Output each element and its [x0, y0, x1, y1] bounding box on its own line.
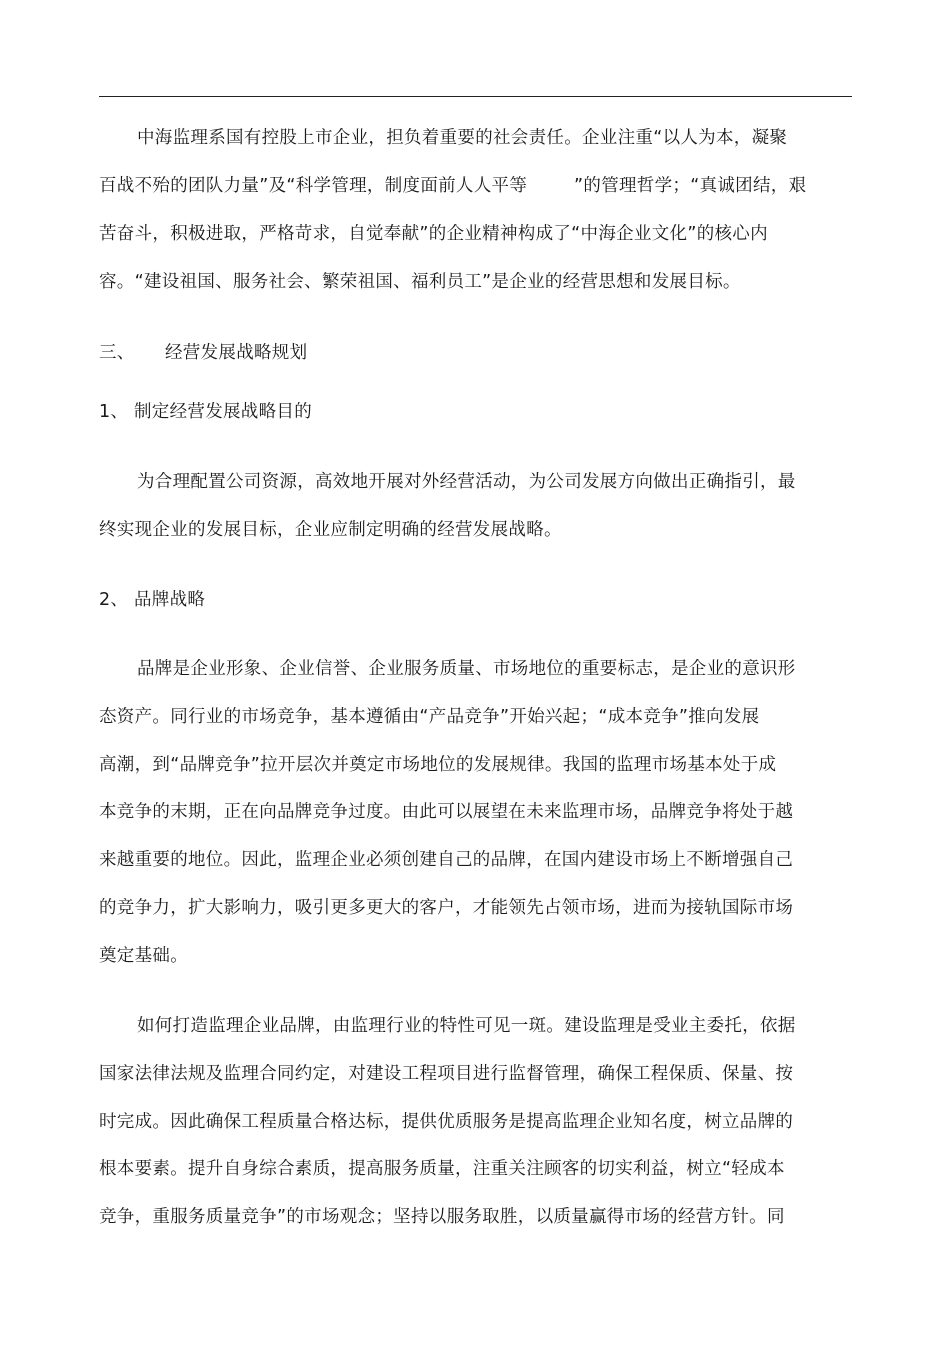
- text-line: 时完成。因此确保工程质量合格达标，提供优质服务是提高监理企业知名度，树立品牌的: [99, 1112, 794, 1132]
- subheading-number: 2、: [99, 590, 129, 610]
- header-rule: [99, 96, 852, 97]
- text-line: 如何打造监理企业品牌，由监理行业的特性可见一斑。建设监理是受业主委托，依据: [137, 1016, 796, 1036]
- text-line: 终实现企业的发展目标，企业应制定明确的经营发展战略。: [99, 520, 562, 540]
- subheading-title: 品牌战略: [134, 590, 206, 610]
- text-line: 容。“建设祖国、服务社会、繁荣祖国、福利员工”是企业的经营思想和发展目标。: [99, 272, 741, 292]
- section-title: 经营发展战略规划: [165, 343, 308, 363]
- text-line: 态资产。同行业的市场竞争，基本遵循由“产品竞争”开始兴起；“成本竞争”推向发展: [99, 707, 760, 727]
- text-line: 高潮，到“品牌竞争”拉开层次并奠定市场地位的发展规律。我国的监理市场基本处于成: [99, 755, 777, 775]
- subheading-title: 制定经营发展战略目的: [134, 402, 312, 422]
- text-line: 百战不殆的团队力量”及“科学管理，制度面前人人平等 ”的管理哲学；“真诚团结，艰: [99, 176, 807, 196]
- section-number: 三、: [99, 343, 135, 363]
- text-line: 来越重要的地位。因此，监理企业必须创建自己的品牌，在国内建设市场上不断增强自己: [99, 850, 794, 870]
- text-line: 本竞争的末期，正在向品牌竞争过度。由此可以展望在未来监理市场，品牌竞争将处于越: [99, 802, 794, 822]
- text-line: 为合理配置公司资源，高效地开展对外经营活动，为公司发展方向做出正确指引，最: [137, 472, 796, 492]
- text-line: 根本要素。提升自身综合素质，提高服务质量，注重关注顾客的切实利益，树立“轻成本: [99, 1159, 785, 1179]
- text-line: 中海监理系国有控股上市企业，担负着重要的社会责任。企业注重“以人为本，凝聚: [137, 128, 788, 148]
- text-line: 奠定基础。: [99, 946, 188, 966]
- subheading-number: 1、: [99, 402, 129, 422]
- text-line: 品牌是企业形象、企业信誉、企业服务质量、市场地位的重要标志，是企业的意识形: [137, 659, 796, 679]
- text-line: 竞争，重服务质量竞争”的市场观念；坚持以服务取胜，以质量赢得市场的经营方针。同: [99, 1207, 785, 1227]
- text-line: 苦奋斗，积极进取，严格苛求，自觉奉献”的企业精神构成了“中海企业文化”的核心内: [99, 224, 768, 244]
- text-line: 国家法律法规及监理合同约定，对建设工程项目进行监督管理，确保工程保质、保量、按: [99, 1064, 794, 1084]
- text-line: 的竞争力，扩大影响力，吸引更多更大的客户，才能领先占领市场，进而为接轨国际市场: [99, 898, 794, 918]
